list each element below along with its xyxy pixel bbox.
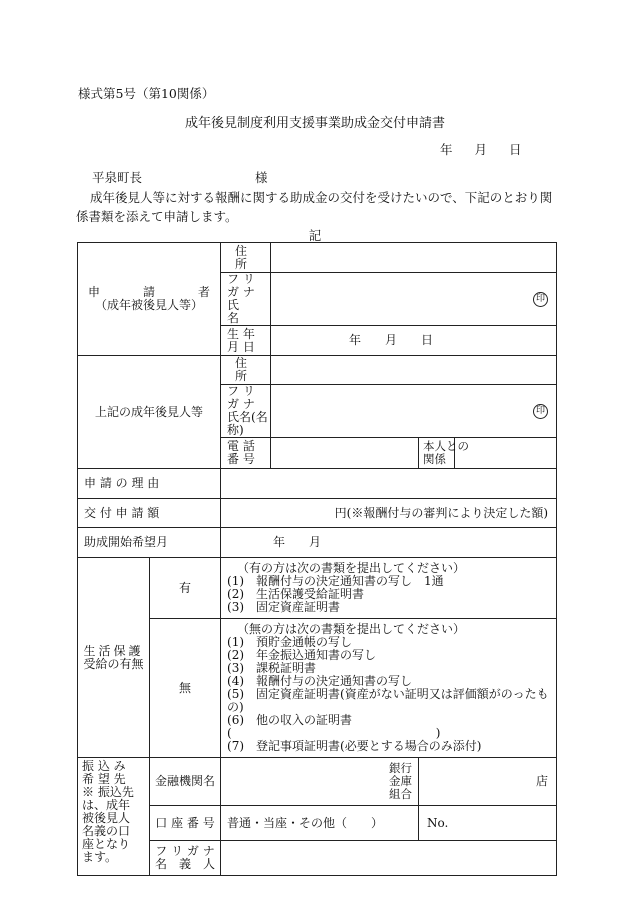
guardian-name-label bbox=[221, 385, 271, 438]
bank-type: 金庫 bbox=[389, 774, 413, 788]
reason-field[interactable] bbox=[221, 469, 557, 499]
welfare-no-item: (2) 年金振込通知書の写し bbox=[227, 648, 377, 662]
welfare-no-item: (4) 報酬付与の決定通知書の写し bbox=[227, 674, 413, 688]
welfare-no-item: (1) 預貯金通帳の写し bbox=[227, 635, 353, 649]
phone-label: 電 話 番 号 bbox=[221, 438, 271, 469]
bank-side-line: 座となり bbox=[82, 837, 131, 851]
welfare-label bbox=[78, 558, 150, 758]
welfare-yes-item: (2) 生活保護受給証明書 bbox=[227, 587, 365, 601]
guardian-name-field[interactable] bbox=[271, 385, 557, 438]
holder-name-label: 名 義 人 bbox=[155, 857, 216, 871]
reason-label: 申 請 の 理 由 bbox=[78, 469, 221, 499]
guardian-address-label: 住 所 bbox=[221, 356, 271, 385]
relation-label bbox=[419, 438, 470, 469]
welfare-yes-documents bbox=[221, 558, 557, 619]
welfare-no-item: (3) 課税証明書 bbox=[227, 661, 317, 675]
addressee-suffix: 様 bbox=[255, 170, 268, 185]
applicant-label-1: 申 請 者 bbox=[88, 285, 211, 299]
form-number: 様式第5号（第10関係） bbox=[78, 86, 215, 101]
applicant-name-label bbox=[221, 273, 271, 326]
bank-side-line: 希 望 先 bbox=[82, 772, 126, 786]
institution-label: 金融機関名 bbox=[150, 758, 221, 806]
account-number-label: 口 座 番 号 bbox=[150, 806, 221, 841]
holder-furigana-label: フ リ ガ ナ bbox=[155, 844, 215, 858]
ki-heading: 記 bbox=[308, 228, 322, 243]
account-number-field[interactable] bbox=[419, 806, 557, 841]
bank-side-line: 名義の口 bbox=[82, 824, 131, 838]
welfare-label-1: 生活保護 bbox=[83, 643, 144, 658]
guardian-section-label: 上記の成年後見人等 bbox=[78, 356, 221, 469]
welfare-no-item: (5) 固定資産証明書(資産がない証明又は評価額がのったもの) bbox=[227, 687, 549, 714]
welfare-no-item: (6) 他の収入の証明書( ) bbox=[227, 713, 441, 740]
applicant-section-label bbox=[78, 243, 221, 356]
amount-field[interactable] bbox=[221, 499, 557, 528]
institution-field[interactable] bbox=[221, 758, 419, 806]
relation-label-2: 関係 bbox=[423, 452, 447, 466]
branch-suffix: 店 bbox=[536, 774, 549, 788]
date-line: 年 月 日 bbox=[440, 142, 522, 157]
amount-value: 円(※報酬付与の審判により決定した額) bbox=[334, 505, 549, 520]
bank-side-line: ます。 bbox=[82, 850, 118, 864]
applicant-label-2: （成年被後見人等） bbox=[95, 298, 204, 312]
bank-side-line: ※ 振込先 bbox=[82, 785, 134, 799]
bank-side-line: は、成年 bbox=[82, 798, 131, 812]
bank-type: 組合 bbox=[389, 787, 413, 801]
applicant-address-label: 住 所 bbox=[221, 243, 271, 273]
seal-icon: 印 bbox=[533, 292, 548, 307]
guardian-name-text: 氏名(名称) bbox=[227, 410, 268, 437]
welfare-yes-label: 有 bbox=[150, 558, 221, 619]
applicant-name-field[interactable] bbox=[271, 273, 557, 326]
start-month-value: 年 月 bbox=[273, 535, 322, 549]
application-table bbox=[77, 242, 557, 876]
birthdate-label: 生 年 月 日 bbox=[221, 326, 271, 356]
welfare-yes-item: (3) 固定資産証明書 bbox=[227, 600, 341, 614]
account-number-prefix: No. bbox=[427, 815, 449, 830]
welfare-label-2: 受給の有無 bbox=[83, 656, 144, 671]
addressee bbox=[92, 168, 268, 186]
applicant-furigana-label: フ リ ガ ナ bbox=[227, 272, 255, 299]
account-type-options: 普通・当座・その他（ ） bbox=[227, 815, 384, 830]
account-type-field[interactable] bbox=[221, 806, 419, 841]
welfare-no-documents bbox=[221, 619, 557, 758]
welfare-no-item: (7) 登記事項証明書(必要とする場合のみ添付) bbox=[227, 739, 482, 753]
intro-text: 成年後見人等に対する報酬に関する助成金の交付を受けたいので、下記のとおり関係書類を添えて申請します。 bbox=[76, 190, 553, 224]
bank-type: 銀行 bbox=[389, 761, 413, 775]
amount-label: 交 付 申 請 額 bbox=[78, 499, 221, 528]
bank-side-line: 振 込 み bbox=[82, 759, 126, 773]
applicant-address-field[interactable] bbox=[271, 243, 557, 273]
welfare-yes-item: (1) 報酬付与の決定通知書の写し 1通 bbox=[227, 574, 444, 588]
phone-field[interactable] bbox=[271, 438, 419, 469]
relation-label-1: 本人との bbox=[423, 439, 470, 453]
branch-field[interactable] bbox=[419, 758, 557, 806]
start-month-label: 助成開始希望月 bbox=[78, 528, 221, 558]
start-month-field[interactable] bbox=[221, 528, 557, 558]
bank-side-line: 被後見人 bbox=[82, 811, 131, 825]
guardian-address-field[interactable] bbox=[271, 356, 557, 385]
guardian-furigana-label: フ リ ガ ナ bbox=[227, 384, 255, 411]
birthdate-value: 年 月 日 bbox=[349, 333, 434, 347]
applicant-name-text: 氏 名 bbox=[227, 298, 264, 325]
transfer-destination-label bbox=[78, 758, 150, 876]
relation-field[interactable] bbox=[455, 438, 557, 469]
form-title: 成年後見制度利用支援事業助成金交付申請書 bbox=[184, 116, 445, 131]
welfare-no-label: 無 bbox=[150, 619, 221, 758]
birthdate-field[interactable] bbox=[271, 326, 557, 356]
welfare-no-heading: （無の方は次の書類を提出してください） bbox=[237, 622, 466, 636]
seal-icon: 印 bbox=[533, 404, 548, 419]
welfare-yes-heading: （有の方は次の書類を提出してください） bbox=[237, 561, 466, 575]
addressee-name: 平泉町長 bbox=[92, 170, 143, 185]
account-holder-field[interactable] bbox=[221, 841, 557, 876]
account-holder-label bbox=[150, 841, 221, 876]
